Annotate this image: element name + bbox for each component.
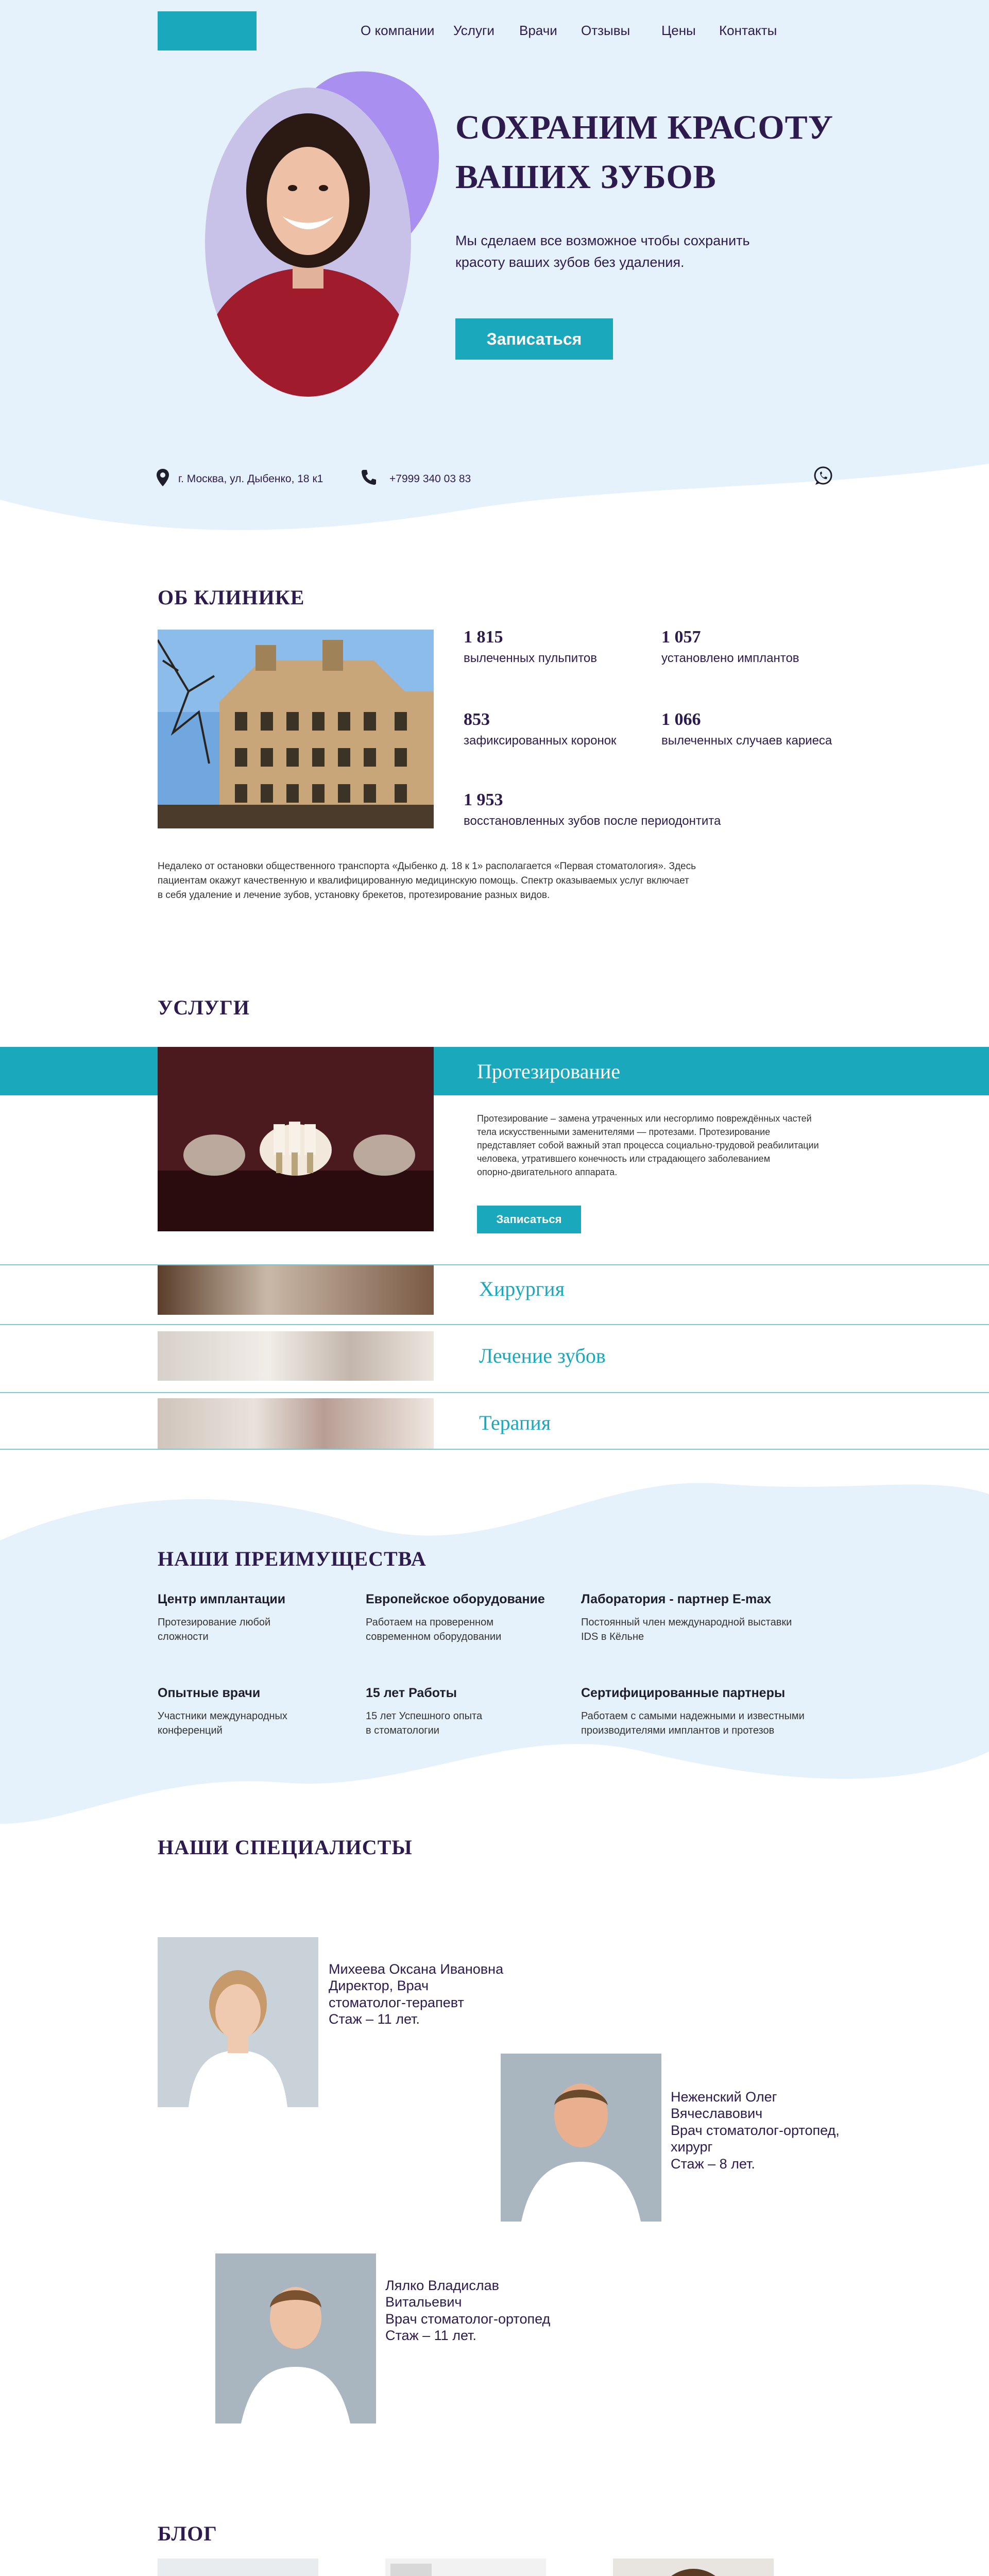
nav-item-about[interactable]: О компании	[361, 23, 435, 38]
service-therapy-title[interactable]: Терапия	[479, 1411, 551, 1434]
hero-signup-button[interactable]: Записаться	[455, 318, 613, 360]
advantage-item: Сертифицированные партнеры Работаем с самыми надежными и известными производителями имплантов и протезов	[581, 1686, 805, 1736]
advantage-item: Центр имплантации Протезирование любой сложности	[158, 1592, 286, 1642]
specialist-info: Михеева Оксана Ивановна Директор, Врач стоматолог-терапевт Стаж – 11 лет.	[329, 1961, 504, 2027]
nav-item-doctors[interactable]: Врачи	[519, 23, 557, 38]
hero-photo	[205, 88, 411, 397]
about-photo	[158, 630, 434, 828]
contact-phone[interactable]: +7999 340 03 83	[389, 473, 471, 485]
logo[interactable]	[158, 11, 257, 50]
service-treatment-title[interactable]: Лечение зубов	[479, 1344, 606, 1367]
nav-item-reviews[interactable]: Отзывы	[581, 23, 630, 38]
about-heading: ОБ КЛИНИКЕ	[158, 586, 305, 609]
location-icon	[157, 469, 169, 486]
hero-title: СОХРАНИМ КРАСОТУ ВАШИХ ЗУБОВ	[455, 109, 834, 196]
service-surgery-title[interactable]: Хирургия	[479, 1277, 565, 1300]
advantage-item: Лаборатория - партнер E-max Постоянный член международной выставки IDS в Кёльне	[581, 1592, 792, 1642]
specialist-photo	[158, 1937, 318, 2107]
service-divider	[0, 1449, 989, 1450]
advantage-item: Европейское оборудование Работаем на проверенном современном оборудовании	[366, 1592, 545, 1642]
nav-item-services[interactable]: Услуги	[453, 23, 494, 38]
service-signup-button[interactable]: Записаться	[477, 1206, 581, 1233]
whatsapp-icon[interactable]	[813, 466, 833, 486]
service-treatment-image	[158, 1331, 434, 1381]
stat-pulpitis: 1 815 вылеченных пульпитов	[464, 628, 598, 665]
service-prosthetics-desc: Протезирование – замена утраченных или несгорлимо повреждённых частей тела искусственными заменителями — протезами. Протезирование представляет собой важный этап процесса социально-трудовой реабилитации человека, утратившего конечность или страдающего заболеванием опорно-двигательного аппарата.	[477, 1113, 819, 1177]
about-text: Недалеко от остановки общественного транспорта «Дыбенко д. 18 к 1» располагается «Первая стоматология». Здесь пациентам окажут качественную и квалифицированную медицинскую помощь. Спектр оказываемых услуг включает в себя удаление и лечение зубов, установку брекетов, протезирование разных видов.	[158, 861, 696, 901]
specialist-info: Неженский Олег Вячеславович Врач стоматолог-ортопед, хирург Стаж – 8 лет.	[671, 2089, 840, 2172]
advantage-item: 15 лет Работы 15 лет Успешного опыта в стоматологии	[366, 1686, 483, 1736]
service-prosthetics-title[interactable]: Протезирование	[477, 1060, 620, 1083]
advantages-background	[0, 1463, 989, 1855]
blog-image[interactable]	[385, 2558, 546, 2576]
hero-subtitle: Мы сделаем все возможное чтобы сохранить красоту ваших зубов без удаления.	[455, 233, 750, 270]
services-heading: УСЛУГИ	[158, 996, 250, 1019]
contact-address: г. Москва, ул. Дыбенко, 18 к1	[178, 473, 323, 485]
advantage-item: Опытные врачи Участники международных конференций	[158, 1686, 287, 1736]
service-active-image	[158, 1047, 434, 1231]
nav-item-contacts[interactable]: Контакты	[719, 23, 777, 38]
service-divider	[0, 1264, 989, 1265]
phone-icon	[361, 469, 377, 485]
service-surgery-image	[158, 1265, 434, 1315]
service-divider	[0, 1324, 989, 1325]
specialists-heading: НАШИ СПЕЦИАЛИСТЫ	[158, 1836, 413, 1859]
specialist-photo	[215, 2253, 376, 2424]
stat-periodontitis: 1 953 восстановленных зубов после периодонтита	[464, 790, 721, 828]
blog-heading: БЛОГ	[158, 2522, 217, 2545]
hero-wave	[0, 464, 989, 587]
blog-image[interactable]	[613, 2558, 774, 2576]
advantages-heading: НАШИ ПРЕИМУЩЕСТВА	[158, 1547, 427, 1570]
specialist-info: Лялко Владислав Витальевич Врач стоматолог-ортопед Стаж – 11 лет.	[385, 2278, 551, 2344]
nav-item-prices[interactable]: Цены	[661, 23, 696, 38]
stat-implants: 1 057 установлено имплантов	[661, 628, 799, 665]
stat-caries: 1 066 вылеченных случаев кариеса	[661, 710, 832, 748]
stat-crowns: 853 зафиксированных коронок	[464, 710, 617, 748]
specialist-photo	[501, 2054, 661, 2222]
service-divider	[0, 1392, 989, 1393]
blog-image[interactable]	[158, 2558, 318, 2576]
service-therapy-image	[158, 1398, 434, 1449]
